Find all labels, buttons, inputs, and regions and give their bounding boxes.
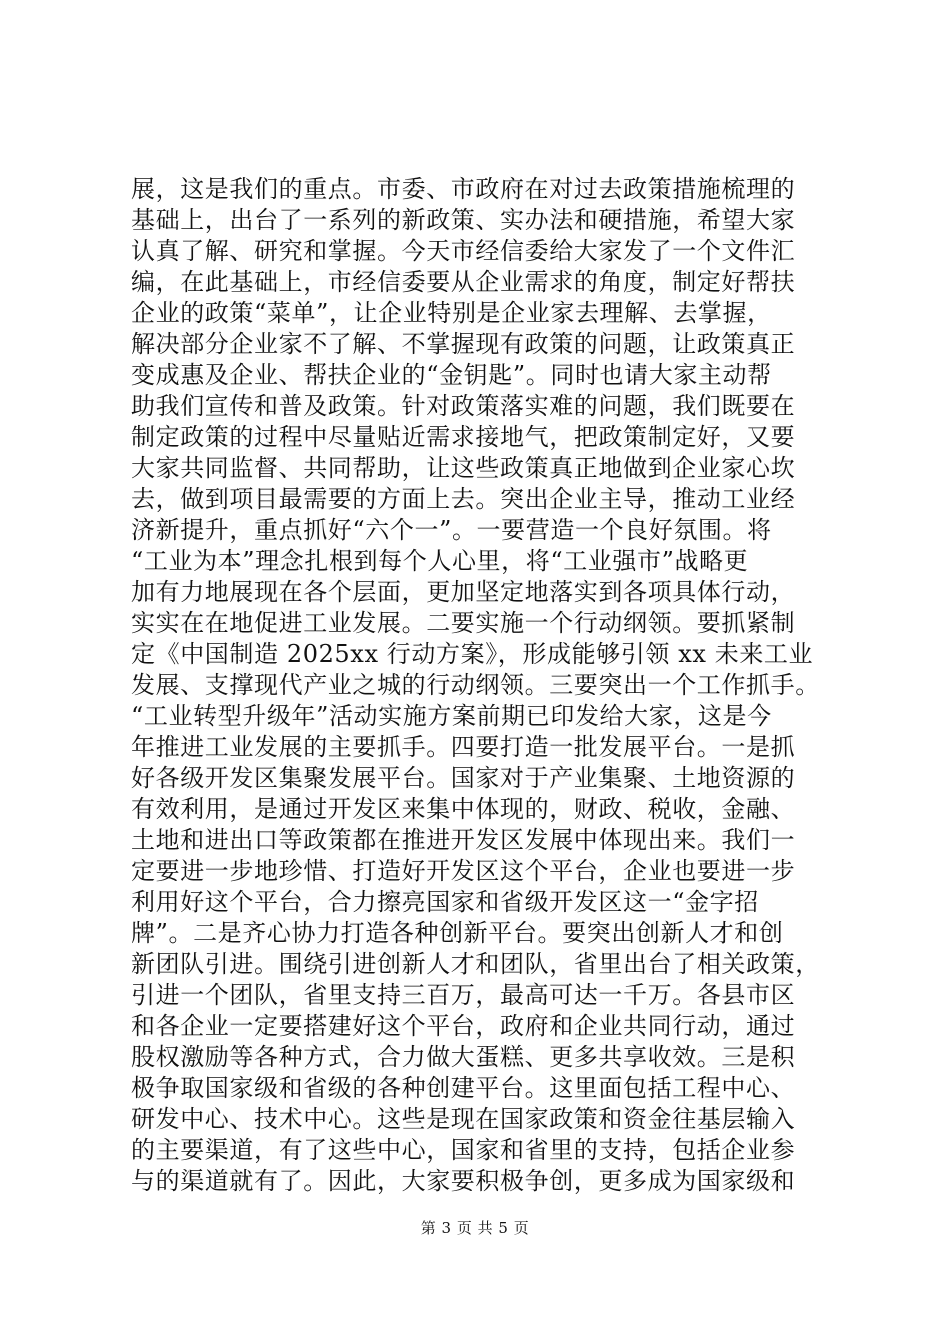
text-line: 变成惠及企业、帮扶企业的“金钥匙”。同时也请大家主动帮 — [131, 361, 772, 389]
text-line: 解决部分企业家不了解、不掌握现有政策的问题，让政策真正 — [131, 330, 796, 358]
text-line: 展，这是我们的重点。市委、市政府在对过去政策措施梳理的 — [131, 175, 796, 203]
text-line: 年推进工业发展的主要抓手。四要打造一批发展平台。一是抓 — [131, 733, 796, 761]
text-line: 认真了解、研究和掌握。今天市经信委给大家发了一个文件汇 — [131, 237, 796, 265]
text-line: 与的渠道就有了。因此，大家要积极争创，更多成为国家级和 — [131, 1167, 796, 1195]
text-line: 定要进一步地珍惜、打造好开发区这个平台，企业也要进一步 — [131, 857, 796, 885]
text-line: 定《中国制造 2025xx 行动方案》，形成能够引领 xx 未来工业 — [131, 640, 814, 668]
body-paragraph — [131, 174, 831, 1197]
text-line: 企业的政策“菜单”，让企业特别是企业家去理解、去掌握， — [131, 299, 772, 327]
text-line: 牌”。二是齐心协力打造各种创新平台。要突出创新人才和创 — [131, 919, 784, 947]
text-line: 去，做到项目最需要的方面上去。突出企业主导，推动工业经 — [131, 485, 796, 513]
text-line: 有效利用，是通过开发区来集中体现的，财政、税收，金融、 — [131, 795, 796, 823]
text-line: 加有力地展现在各个层面，更加坚定地落实到各项具体行动， — [131, 578, 796, 606]
text-line: 研发中心、技术中心。这些是现在国家政策和资金往基层输入 — [131, 1105, 796, 1133]
text-line: 实实在在地促进工业发展。二要实施一个行动纲领。要抓紧制 — [131, 609, 796, 637]
text-line: 新团队引进。围绕引进创新人才和团队，省里出台了相关政策， — [131, 950, 820, 978]
text-line: 极争取国家级和省级的各种创建平台。这里面包括工程中心、 — [131, 1074, 796, 1102]
text-line: 和各企业一定要搭建好这个平台，政府和企业共同行动，通过 — [131, 1012, 796, 1040]
text-line: 股权激励等各种方式，合力做大蛋糕、更多共享收效。三是积 — [131, 1043, 796, 1071]
text-line: “工业转型升级年”活动实施方案前期已印发给大家，这是今 — [131, 702, 772, 730]
text-line: “工业为本”理念扎根到每个人心里，将“工业强市”战略更 — [131, 547, 749, 575]
text-line: 土地和进出口等政策都在推进开发区发展中体现出来。我们一 — [131, 826, 796, 854]
text-line: 助我们宣传和普及政策。针对政策落实难的问题，我们既要在 — [131, 392, 796, 420]
text-line: 编，在此基础上，市经信委要从企业需求的角度，制定好帮扶 — [131, 268, 796, 296]
text-line: 好各级开发区集聚发展平台。国家对于产业集聚、土地资源的 — [131, 764, 796, 792]
text-line: 利用好这个平台，合力擦亮国家和省级开发区这一“金字招 — [131, 888, 759, 916]
text-line: 济新提升，重点抓好“六个一”。一要营造一个良好氛围。将 — [131, 516, 772, 544]
page-footer: 第 3 页 共 5 页 — [420, 1219, 530, 1237]
text-line: 发展、支撑现代产业之城的行动纲领。三要突出一个工作抓手。 — [131, 671, 820, 699]
text-line: 的主要渠道，有了这些中心，国家和省里的支持，包括企业参 — [131, 1136, 796, 1164]
text-line: 引进一个团队，省里支持三百万，最高可达一千万。各县市区 — [131, 981, 796, 1009]
text-line: 大家共同监督、共同帮助，让这些政策真正地做到企业家心坎 — [131, 454, 796, 482]
text-line: 制定政策的过程中尽量贴近需求接地气，把政策制定好，又要 — [131, 423, 796, 451]
text-line: 基础上，出台了一系列的新政策、实办法和硬措施，希望大家 — [131, 206, 796, 234]
